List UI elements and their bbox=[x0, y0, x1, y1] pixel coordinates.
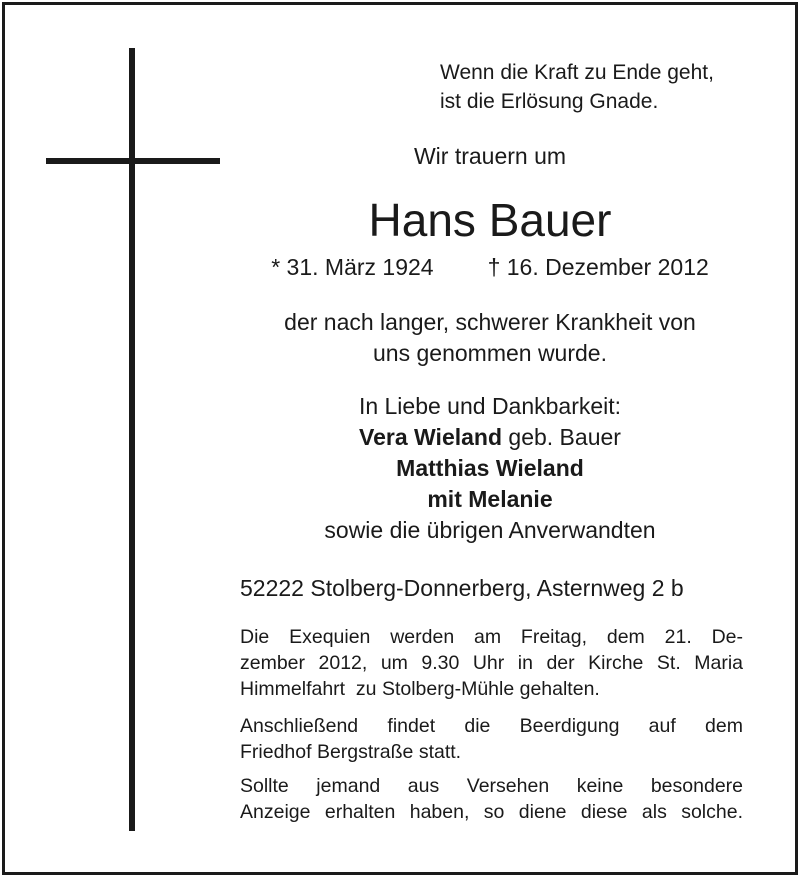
motto-line-1: Wenn die Kraft zu Ende geht, bbox=[440, 61, 714, 84]
mourner-1-name: Vera Wieland bbox=[359, 424, 503, 450]
service-p1-line-3: Himmelfahrt zu Stolberg-Mühle gehalten. bbox=[240, 678, 600, 700]
service-p1-line-2: zember 2012, um 9.30 Uhr in der Kirche St. Maria bbox=[240, 652, 743, 674]
service-p2-line-2: Friedhof Bergstraße statt. bbox=[240, 741, 462, 763]
service-p3-line-1: Sollte jemand aus Versehen keine besondere bbox=[240, 775, 743, 797]
motto bbox=[440, 58, 714, 116]
mourner-1 bbox=[230, 422, 750, 453]
mourner-3: mit Melanie bbox=[427, 486, 553, 512]
motto-line-2: ist die Erlösung Gnade. bbox=[440, 90, 659, 113]
service-p2-line-1: Anschließend findet die Beerdigung auf dem bbox=[240, 715, 743, 737]
service-paragraph-2 bbox=[240, 713, 743, 765]
mourner-2: Matthias Wieland bbox=[396, 455, 584, 481]
service-paragraph-3 bbox=[240, 773, 743, 825]
mourners-others: sowie die übrigen Anverwandten bbox=[324, 517, 656, 543]
cause-line-1: der nach langer, schwerer Krankheit von bbox=[284, 309, 696, 335]
mourners-block bbox=[230, 391, 750, 546]
cause-line-2: uns genommen wurde. bbox=[373, 340, 607, 366]
life-dates bbox=[230, 254, 750, 281]
mourning-line: Wir trauern um bbox=[413, 143, 567, 169]
death-date: † 16. Dezember 2012 bbox=[487, 254, 709, 280]
cross-vertical-bar bbox=[129, 48, 135, 831]
service-p3-line-2: Anzeige erhalten haben, so diene diese als solche. bbox=[240, 801, 743, 823]
service-p1-line-1: Die Exequien werden am Freitag, dem 21. De- bbox=[240, 626, 743, 648]
mourners-intro: In Liebe und Dankbarkeit: bbox=[358, 393, 622, 419]
service-paragraph-1 bbox=[240, 624, 743, 702]
cross-horizontal-bar bbox=[46, 158, 220, 164]
mourner-1-suffix: geb. Bauer bbox=[502, 424, 621, 450]
deceased-name: Hans Bauer bbox=[368, 194, 612, 246]
address: 52222 Stolberg-Donnerberg, Asternweg 2 b bbox=[240, 575, 684, 601]
birth-date: * 31. März 1924 bbox=[271, 254, 434, 280]
cause-text bbox=[230, 307, 750, 369]
